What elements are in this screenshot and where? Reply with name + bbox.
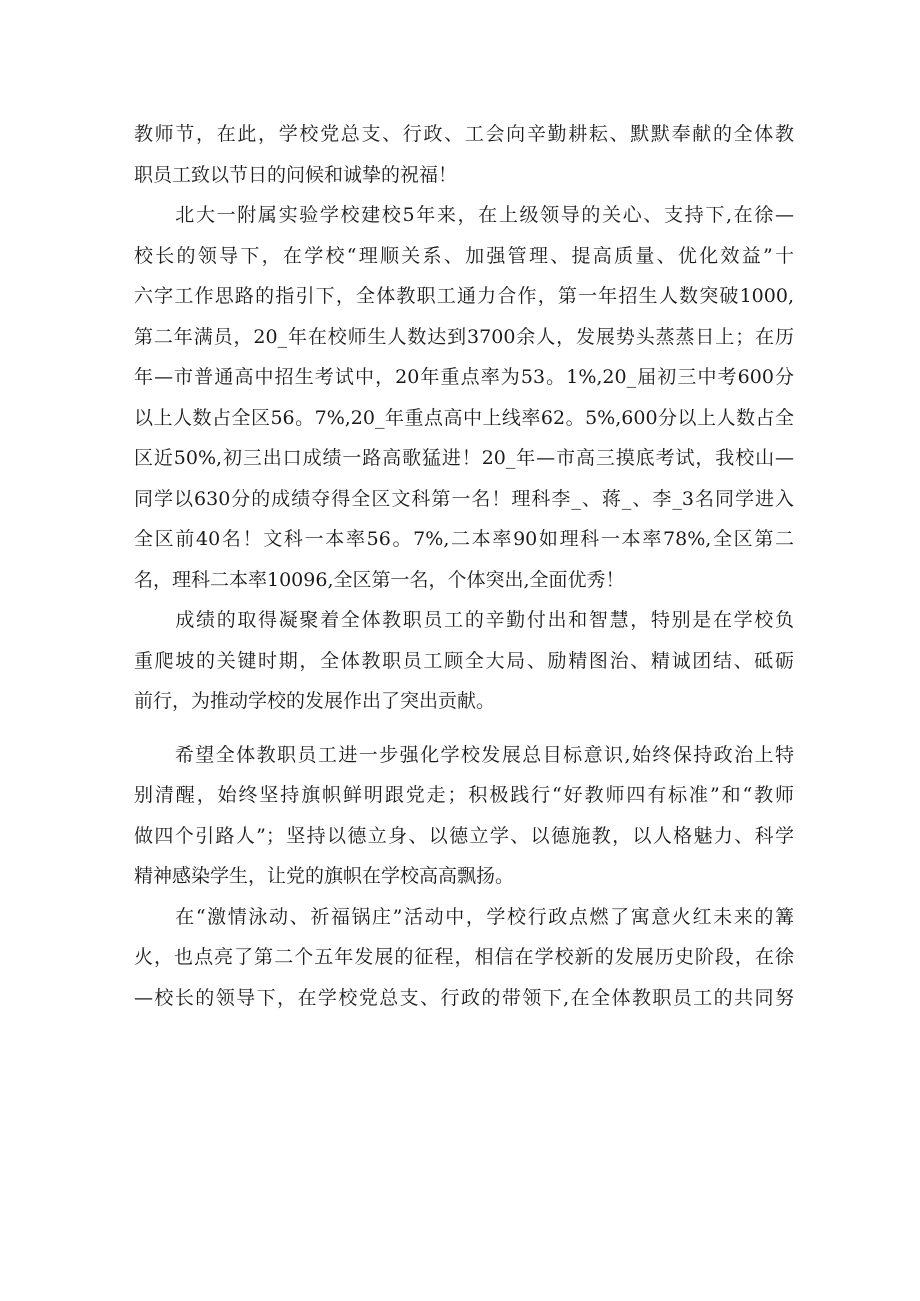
text-line: 火，也点亮了第二个五年发展的征程，相信在学校新的发展历史阶段，在徐: [134, 946, 794, 968]
text-line: 做四个引路人”；坚持以德立身、以德立学、以德施教，以人格魅力、科学: [134, 824, 794, 847]
text-line: 前行，为推动学校的发展作出了突出贡献。: [134, 690, 496, 712]
text-line: 以上人数占全区56。7%,20_年重点高中上线率62。5%,600分以上人数占全: [134, 406, 794, 429]
text-line: 全区前40名！文科一本率56。7%,二本率90如理科一本率78%,全区第二: [134, 528, 794, 550]
paragraph-hope: [134, 735, 794, 897]
text-line: 在“激情泳动、祈福锅庄”活动中，学校行政点燃了寓意火红未来的篝: [134, 905, 794, 928]
text-line: 希望全体教职员工进一步强化学校发展总目标意识,始终保持政治上特: [134, 743, 794, 766]
text-line: 别清醒，始终坚持旗帜鲜明跟党走；积极践行“好教师四有标准”和“教师: [134, 784, 794, 806]
text-line: 重爬坡的关键时期，全体教职员工顾全大局、励精图治、精诚团结、砥砺: [134, 649, 794, 672]
text-line: 区近50%,初三出口成绩一路高歌猛进！20_年—市高三摸底考试，我校山—: [134, 447, 794, 469]
text-line: 年—市普通高中招生考试中，20年重点率为53。1%,20_届初三中考600分: [134, 366, 794, 388]
text-line: —校长的领导下，在学校党总支、行政的带领下,在全体教职员工的共同努: [134, 986, 794, 1009]
text-line: 教师节，在此，学校党总支、行政、工会向辛勤耕耘、默默奉献的全体教: [134, 123, 794, 145]
document-body: [134, 114, 794, 1018]
text-line: 职员工致以节日的问候和诚挚的祝福！: [134, 163, 458, 186]
paragraph-contribution: [134, 600, 794, 722]
text-line: 名，理科二本率10096,全区第一名，个体突出,全面优秀！: [134, 568, 625, 591]
paragraph-greeting: [134, 114, 794, 195]
text-line: 北大一附属实验学校建校5年来，在上级领导的关心、支持下,在徐—: [134, 204, 794, 226]
text-line: 第二年满员，20_年在校师生人数达到3700余人，发展势头蒸蒸日上；在历: [134, 325, 794, 348]
paragraph-achievements: [134, 195, 794, 600]
text-line: 校长的领导下，在学校“理顺关系、加强管理、提高质量、优化效益”十: [134, 244, 794, 267]
text-line: 成绩的取得凝聚着全体教职员工的辛勤付出和智慧，特别是在学校负: [134, 609, 794, 631]
text-line: 六字工作思路的指引下，全体教职工通力合作，第一年招生人数突破1000,: [134, 285, 794, 307]
paragraph-activity: [134, 897, 794, 1019]
paragraph-gap: [134, 722, 794, 735]
text-line: 精神感染学生，让党的旗帜在学校高高飘扬。: [134, 865, 515, 887]
text-line: 同学以630分的成绩夺得全区文科第一名！理科李_、蒋_、李_3名同学进入: [134, 487, 794, 510]
